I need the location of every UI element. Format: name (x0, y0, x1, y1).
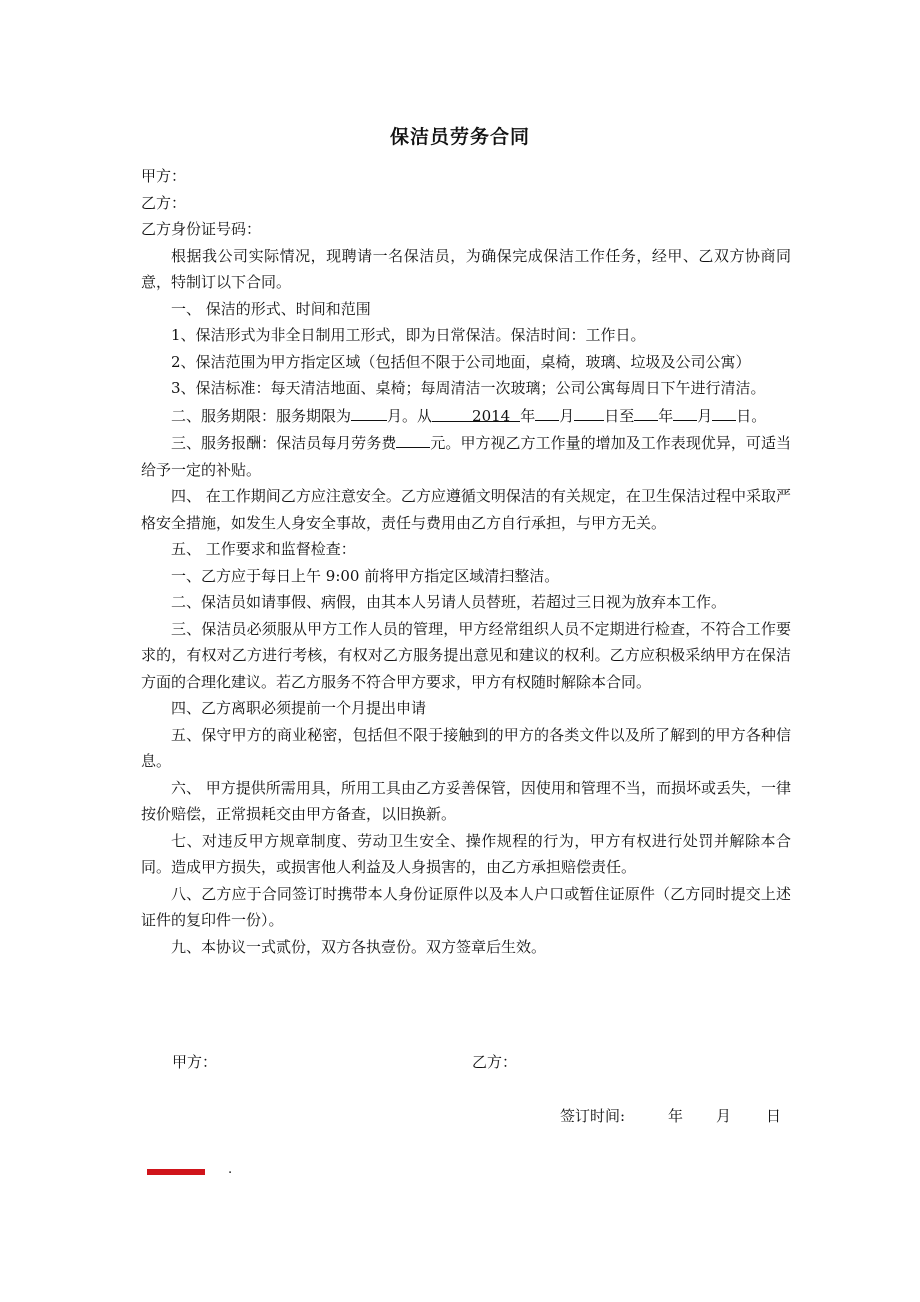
party-a-line: 甲方： (141, 167, 187, 185)
requirement-1: 一、乙方应于每日上午 9:00 前将甲方指定区域清扫整洁。 (171, 566, 560, 585)
requirement-3: 三、保洁员必须服从甲方工作人员的管理，甲方经常组织人员不定期进行检查，不符合工作要求的，有权对乙方进行考核，有权对乙方服务提出意见和建议的权利。乙方应积极采纳甲方在保洁方面的合理化建议。若乙方服务不符合甲方要求，甲方有权随时解除本合同。 (141, 619, 791, 691)
end-year-blank (634, 402, 658, 421)
footer-dot: . (228, 1162, 233, 1177)
section-7-violations: 七、对违反甲方规章制度、劳动卫生安全、操作规程的行为，甲方有权进行处罚并解除本合同。造成甲方损失，或损害他人利益及人身损害的，由乙方承担赔偿责任。 (141, 831, 791, 876)
section-1-item-1: 1、保洁形式为非全日制用工形式，即为日常保洁。保洁时间：工作日。 (171, 326, 646, 344)
date-month-label: 月 (716, 1107, 732, 1125)
date-day-label: 日 (766, 1107, 782, 1125)
requirement-5: 五、保守甲方的商业秘密，包括但不限于接触到的甲方的各类文件以及所了解到的甲方各种信息。 (141, 725, 791, 770)
party-a-signature-label: 甲方： (172, 1053, 218, 1071)
section-2-service-period (141, 402, 791, 430)
date-year-label: 年 (668, 1107, 684, 1125)
party-b-line: 乙方： (141, 193, 187, 212)
section-6-tools: 六、 甲方提供所需用具，所用工具由乙方妥善保管，因使用和管理不当，而损坏或丢失，一律按价赔偿，正常损耗交由甲方备查，以旧换新。 (141, 778, 791, 823)
months-blank (351, 402, 387, 421)
s3-suffix: 元。甲方视乙方工作量的增加及工作表现优异，可适当给予一定的补贴。 (141, 434, 791, 479)
section-1-item-3: 3、保洁标准：每天清洁地面、桌椅；每周清洁一次玻璃；公司公寓每周日下午进行清洁。 (171, 379, 766, 397)
party-b-signature-label: 乙方： (472, 1053, 518, 1071)
intro-paragraph: 根据我公司实际情况，现聘请一名保洁员，为确保完成保洁工作任务，经甲、乙双方协商同意，特制订以下合同。 (141, 246, 791, 291)
section-1-item-2: 2、保洁范围为甲方指定区域（包括但不限于公司地面，桌椅，玻璃、垃圾及公司公寓） (171, 352, 751, 371)
fee-blank (396, 429, 430, 448)
s2-mid: 月。从 (387, 406, 433, 425)
section-9-copies: 九、本协议一式贰份，双方各执壹份。双方签章后生效。 (171, 937, 547, 956)
requirement-2: 二、保洁员如请事假、病假，由其本人另请人员替班，若超过三日视为放弃本工作。 (171, 593, 727, 611)
section-8-documents: 八、乙方应于合同签订时携带本人身份证原件以及本人户口或暂住证原件（乙方同时提交上述证件的复印件一份）。 (141, 884, 791, 929)
section-1-heading: 一、 保洁的形式、时间和范围 (171, 299, 371, 318)
start-year-blank: 2014 (432, 403, 520, 422)
s2-year-label: 年 (520, 406, 536, 425)
start-month-blank (535, 402, 559, 421)
footer-red-bar (147, 1169, 205, 1175)
s2-end-year-label: 年 (658, 406, 674, 425)
start-day-blank (574, 402, 604, 421)
signing-date-label: 签订时间: (560, 1107, 626, 1125)
section-3-remuneration (141, 429, 791, 483)
document-title: 保洁员劳务合同 (389, 126, 530, 148)
contract-body (141, 163, 791, 960)
s2-day-to-label: 日至 (604, 406, 635, 425)
section-4-safety: 四、 在工作期间乙方应注意安全。乙方应遵循文明保洁的有关规定，在卫生保洁过程中采取严格安全措施，如发生人身安全事故，责任与费用由乙方自行承担，与甲方无关。 (141, 487, 791, 532)
s2-end-day-label: 日。 (736, 406, 767, 425)
s2-prefix: 二、服务期限：服务期限为 (171, 406, 352, 425)
section-5-heading: 五、 工作要求和监督检查： (171, 540, 356, 558)
party-b-id-line: 乙方身份证号码： (141, 220, 262, 238)
s2-month-label: 月 (559, 406, 575, 425)
requirement-4: 四、乙方离职必须提前一个月提出申请 (171, 699, 427, 717)
end-month-blank (673, 402, 697, 421)
s3-prefix: 三、服务报酬：保洁员每月劳务费 (171, 434, 397, 452)
s2-end-month-label: 月 (697, 406, 713, 425)
end-day-blank (712, 402, 736, 421)
